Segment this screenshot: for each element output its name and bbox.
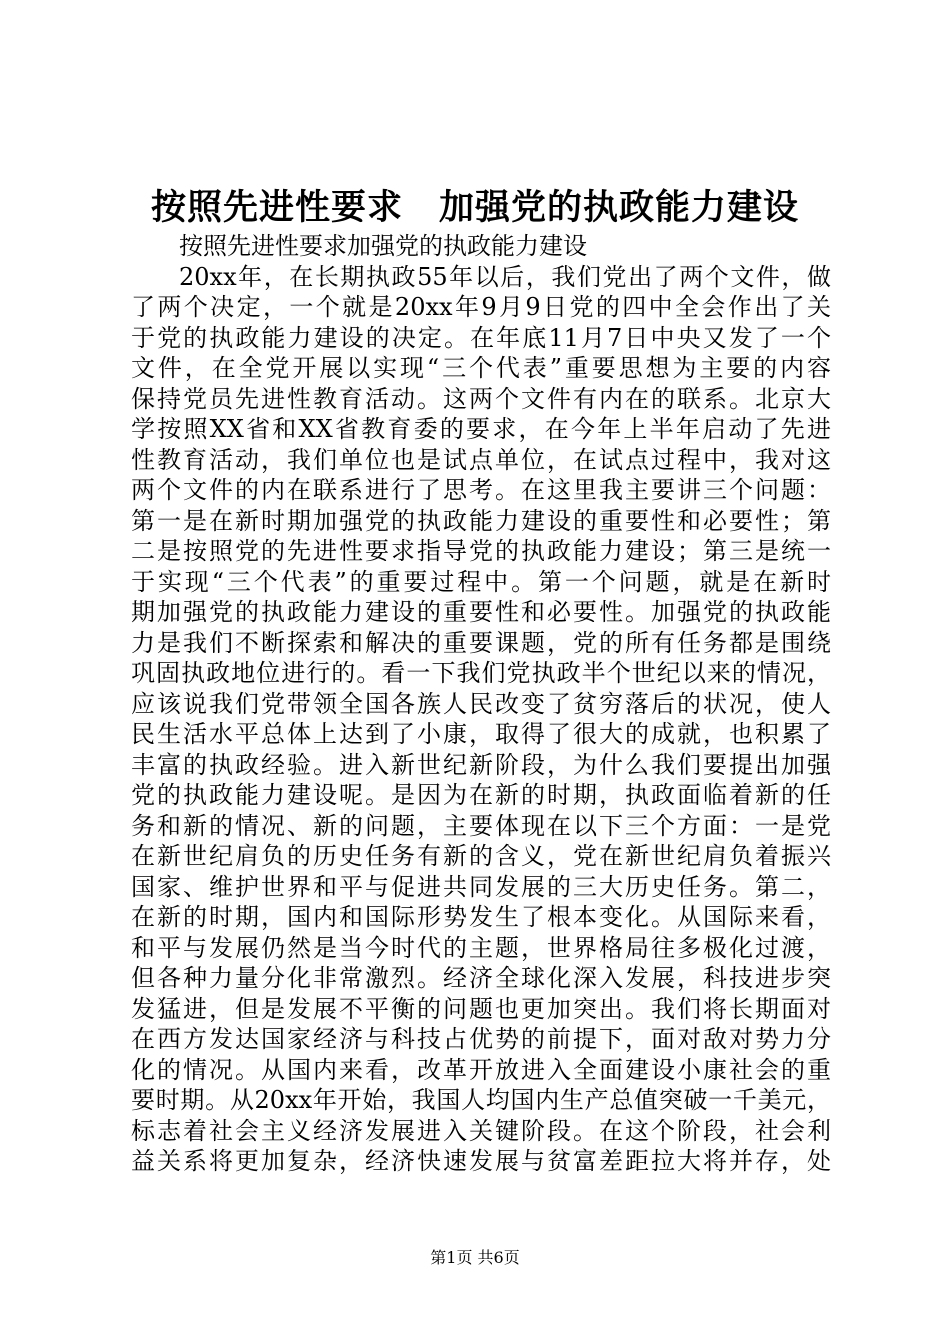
text-line: 标志着社会主义经济发展进入关键阶段。在这个阶段，社会利: [131, 1116, 831, 1145]
text-line: 20xx年，在长期执政55年以后，我们党出了两个文件，做: [179, 262, 831, 291]
text-line: 力是我们不断探索和解决的重要课题，党的所有任务都是围绕: [131, 628, 831, 657]
text-line: 务和新的情况、新的问题，主要体现在以下三个方面：一是党: [131, 811, 831, 840]
text-line: 二是按照党的先进性要求指导党的执政能力建设；第三是统一: [131, 537, 831, 565]
text-line: 在西方发达国家经济与科技占优势的前提下，面对敌对势力分: [131, 1025, 831, 1053]
text-line: 民生活水平总体上达到了小康，取得了很大的成就，也积累了: [131, 720, 831, 748]
document-title: 按照先进性要求 加强党的执政能力建设: [150, 187, 799, 228]
text-line: 于实现“三个代表”的重要过程中。第一个问题，就是在新时: [131, 567, 831, 596]
text-line: 和平与发展仍然是当今时代的主题，世界格局往多极化过渡，: [131, 933, 831, 962]
text-line: 了两个决定，一个就是20xx年9月9日党的四中全会作出了关: [131, 293, 831, 321]
text-line: 性教育活动，我们单位也是试点单位，在试点过程中，我对这: [131, 445, 831, 474]
text-line: 期加强党的执政能力建设的重要性和必要性。加强党的执政能: [131, 598, 831, 626]
document-body: [131, 231, 831, 1177]
page-footer: 第1页 共6页: [430, 1248, 520, 1267]
text-line: 发猛进，但是发展不平衡的问题也更加突出。我们将长期面对: [131, 994, 831, 1023]
text-line: 在新世纪肩负的历史任务有新的含义，党在新世纪肩负着振兴: [131, 842, 831, 870]
document-subtitle: 按照先进性要求加强党的执政能力建设: [179, 232, 587, 260]
text-line: 巩固执政地位进行的。看一下我们党执政半个世纪以来的情况，: [131, 659, 831, 687]
text-line: 但各种力量分化非常激烈。经济全球化深入发展，科技进步突: [131, 964, 831, 992]
text-line: 保持党员先进性教育活动。这两个文件有内在的联系。北京大: [131, 384, 831, 413]
text-line: 于党的执政能力建设的决定。在年底11月7日中央又发了一个: [131, 323, 831, 352]
text-line: 两个文件的内在联系进行了思考。在这里我主要讲三个问题：: [131, 476, 831, 504]
text-line: 文件，在全党开展以实现“三个代表”重要思想为主要的内容: [131, 354, 831, 382]
text-line: 应该说我们党带领全国各族人民改变了贫穷落后的状况，使人: [131, 689, 831, 718]
text-line: 益关系将更加复杂，经济快速发展与贫富差距拉大将并存，处: [131, 1147, 831, 1175]
text-line: 国家、维护世界和平与促进共同发展的三大历史任务。第二，: [131, 872, 831, 901]
text-line: 化的情况。从国内来看，改革开放进入全面建设小康社会的重: [131, 1055, 831, 1084]
text-line: 在新的时期，国内和国际形势发生了根本变化。从国际来看，: [131, 903, 831, 931]
text-line: 学按照XX省和XX省教育委的要求，在今年上半年启动了先进: [131, 415, 831, 443]
text-line: 党的执政能力建设呢。是因为在新的时期，执政面临着新的任: [131, 781, 831, 809]
text-line: 要时期。从20xx年开始，我国人均国内生产总值突破一千美元，: [131, 1086, 831, 1114]
text-line: 第一是在新时期加强党的执政能力建设的重要性和必要性；第: [131, 506, 831, 535]
text-line: 丰富的执政经验。进入新世纪新阶段，为什么我们要提出加强: [131, 750, 831, 779]
